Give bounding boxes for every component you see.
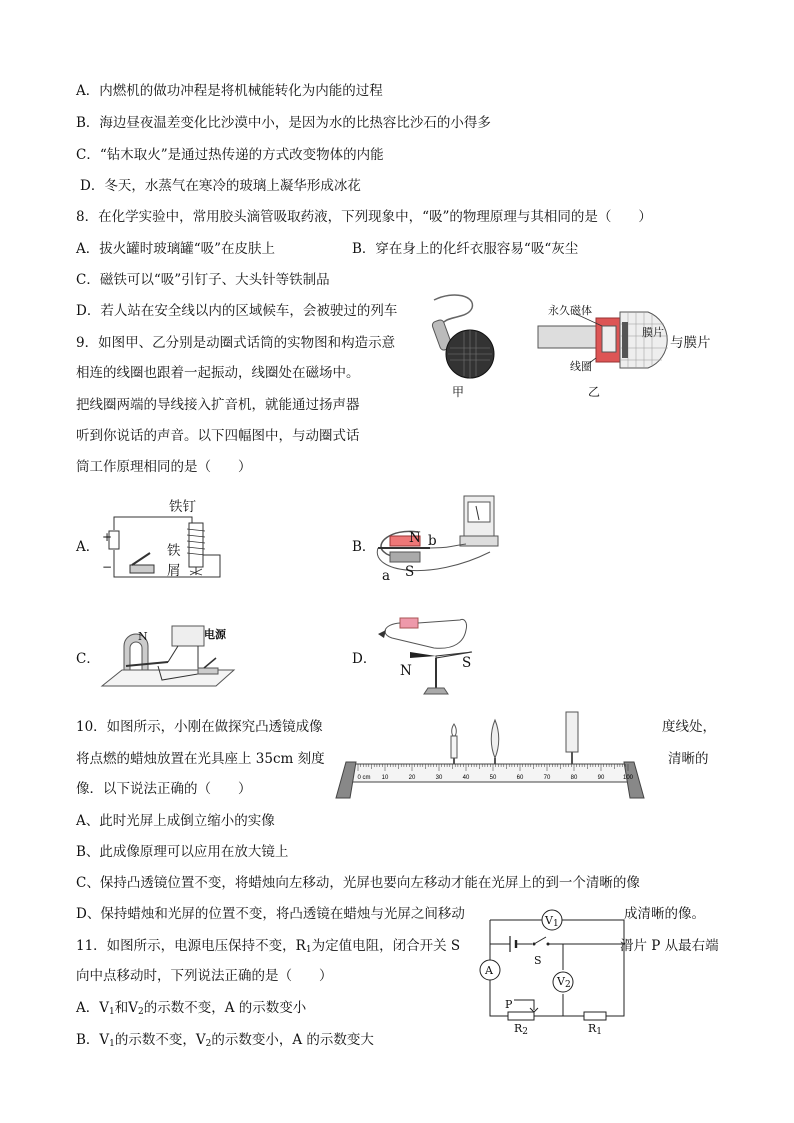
q10-option-d: D、保持蜡烛和光屏的位置不变，将凸透镜在蜡烛与光屏之间移动 xyxy=(76,906,465,922)
q10-option-a: A、此时光屏上成倒立缩小的实像 xyxy=(76,813,275,829)
ruler-tick-label: 80 xyxy=(570,775,578,781)
q8-option-d: D．若人站在安全线以内的区域候车，会被驶过的列车 xyxy=(76,303,398,319)
q9-line5: 筒工作原理相同的是（ ） xyxy=(76,459,252,475)
q10-line2-end: 清晰的 xyxy=(668,751,709,767)
b-b-label: b xyxy=(428,533,437,549)
b-s-label: S xyxy=(405,564,415,580)
q10-line1: 10．如图所示，小刚在做探究凸透镜成像 xyxy=(76,719,323,735)
b-n-label: N xyxy=(409,530,421,546)
circuit-r2-label: $R_2$ xyxy=(514,1022,529,1037)
d-s-label: S xyxy=(462,655,472,671)
q9-line3: 把线圈两端的导线接入扩音机，就能通过扬声器 xyxy=(76,397,360,413)
q11-line2: 向中点移动时，下列说法正确的是（ ） xyxy=(76,968,333,984)
q7-option-a: A．内燃机的做功冲程是将机械能转化为内能的过程 xyxy=(76,83,383,99)
a-iron-label: 铁 xyxy=(167,543,181,559)
circuit-v1-label: $V_1$ xyxy=(545,914,559,929)
q11-line1-end: 滑片 P 从最右端 xyxy=(620,938,719,954)
q10-line1-end: 度线处， xyxy=(662,719,716,735)
q8-option-b: B．穿在身上的化纤衣服容易“吸“灰尘 xyxy=(352,241,579,257)
label-diaphragm: 膜片 xyxy=(642,326,664,339)
optical-bench-figure xyxy=(332,706,648,802)
q11-option-a: A．$V_1$和$V_2$的示数不变，A 的示数变小 xyxy=(76,1000,307,1017)
q10-option-d-end: 成清晰的像。 xyxy=(624,906,705,922)
circuit-switch-label: S xyxy=(534,954,542,967)
q9-option-b: B． xyxy=(352,539,376,555)
ruler-tick-label: 0 cm xyxy=(357,775,371,781)
a-nail-label: 铁钉 xyxy=(169,499,196,515)
ruler-tick-label: 70 xyxy=(543,775,551,781)
c-power-label: 电源 xyxy=(204,628,226,641)
d-n-label: N xyxy=(400,663,412,679)
q10-option-c: C、保持凸透镜位置不变，将蜡烛向左移动，光屏也要向左移动才能在光屏上的到一个清晰的像 xyxy=(76,875,640,891)
q7-option-d: D．冬天，水蒸气在寒冷的玻璃上凝华形成冰花 xyxy=(80,178,361,194)
ruler-tick-label: 90 xyxy=(597,775,605,781)
q8-stem: 8．在化学实验中，常用胶头滴管吸取药液，下列现象中，“吸”的物理原理与其相同的是（ ） xyxy=(76,209,652,225)
ruler-tick-label: 60 xyxy=(516,775,524,781)
label-permanent-magnet: 永久磁体 xyxy=(548,304,592,317)
q11-line1: 11．如图所示，电源电压保持不变，$R_1$为定值电阻，闭合开关 S xyxy=(76,938,461,955)
circuit-r1-label: $R_1$ xyxy=(588,1022,603,1037)
q10-line3: 像．以下说法正确的（ ） xyxy=(76,781,252,797)
ruler-tick-label: 30 xyxy=(435,775,443,781)
ruler-tick-label: 20 xyxy=(408,775,416,781)
q10-line2: 将点燃的蜡烛放置在光具座上 35cm 刻度 xyxy=(76,751,325,767)
circuit-slider-p-label: P xyxy=(505,998,513,1011)
oersted-experiment-figure xyxy=(374,612,494,702)
q9-line2: 相连的线圈也跟着一起振动，线圈处在磁场中。 xyxy=(76,365,360,381)
a-plus-label: + xyxy=(102,530,113,544)
ruler-tick-label: 100 xyxy=(622,775,634,781)
label-coil: 线圈 xyxy=(570,360,592,373)
q9-option-a: A． xyxy=(76,539,100,555)
q9-option-d: D． xyxy=(352,651,377,667)
electromagnet-figure xyxy=(96,495,226,585)
q8-option-a: A．拔火罐时玻璃罐“吸”在皮肤上 xyxy=(76,241,276,257)
q9-option-c: C． xyxy=(76,651,100,667)
fig-jia-label: 甲 xyxy=(452,385,465,399)
a-filings-label: 屑 xyxy=(167,563,181,579)
ruler-tick-label: 40 xyxy=(462,775,470,781)
q10-option-b: B、此成像原理可以应用在放大镜上 xyxy=(76,844,289,860)
q11-option-b: B．$V_1$的示数不变，$V_2$的示数变小，A 的示数变大 xyxy=(76,1032,374,1049)
q9-line1: 9．如图甲、乙分别是动圈式话筒的实物图和构造示意 xyxy=(76,335,396,351)
b-a-label: a xyxy=(382,568,391,584)
ruler-tick-label: 50 xyxy=(489,775,497,781)
q8-option-c: C．磁铁可以“吸”引钉子、大头针等铁制品 xyxy=(76,272,330,288)
a-minus-label: − xyxy=(102,560,113,574)
q9-line1-end: 与膜片 xyxy=(670,335,711,351)
electromagnetic-induction-figure xyxy=(370,492,530,584)
circuit-v2-label: $V_2$ xyxy=(557,975,571,990)
c-n-label: N xyxy=(138,630,148,643)
ruler-tick-label: 10 xyxy=(381,775,389,781)
q7-option-b: B．海边昼夜温差变化比沙漠中小，是因为水的比热容比沙石的小得多 xyxy=(76,115,491,131)
circuit-ammeter-label: A xyxy=(485,964,493,977)
fig-yi-label: 乙 xyxy=(588,385,601,399)
q9-line4: 听到你说话的声音。以下四幅图中，与动圈式话 xyxy=(76,428,360,444)
q7-option-c: C．“钻木取火”是通过热传递的方式改变物体的内能 xyxy=(76,147,384,163)
